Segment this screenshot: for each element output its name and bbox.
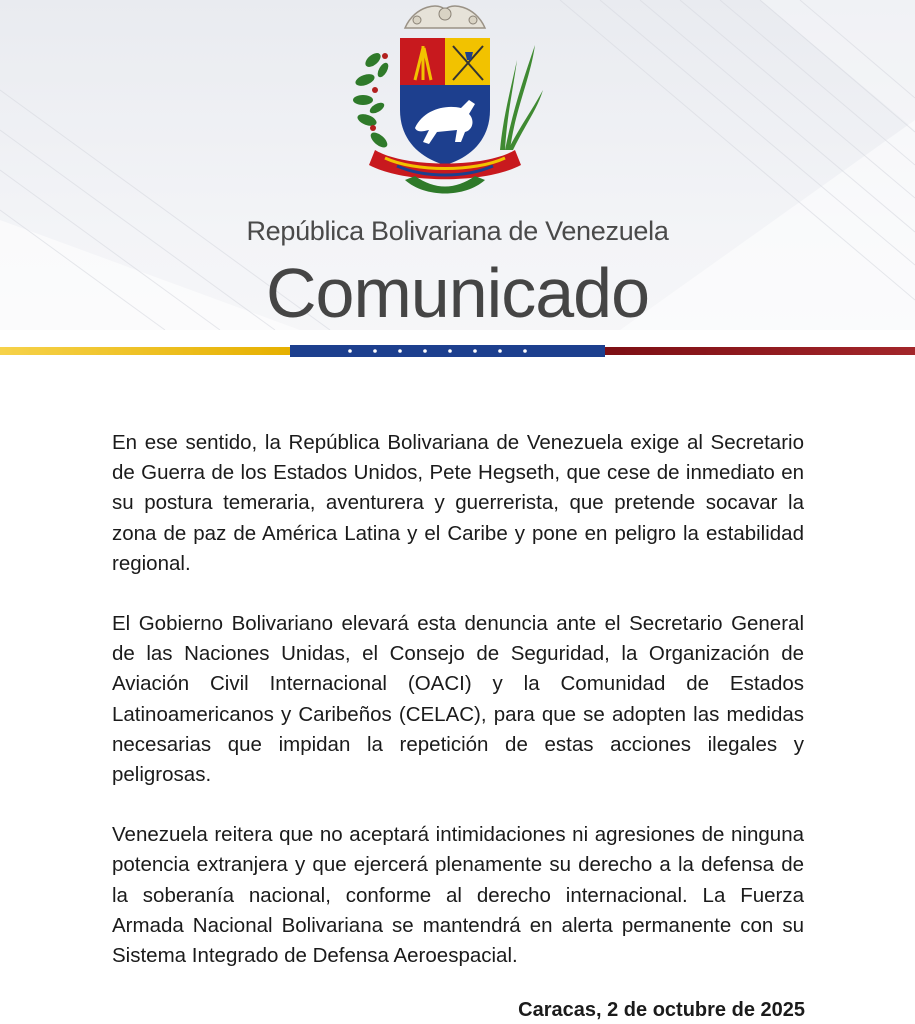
communique-body — [112, 428, 804, 1001]
document-title: Comunicado — [266, 254, 649, 332]
document-header — [0, 0, 915, 385]
paragraph: En ese sentido, la República Bolivariana de Venezuela exige al Secretario de Guerra de los Estados Unidos, Pete Hegseth, que cese de inmediato en su postura temeraria, aventurera y guerrerista, que pretende socavar la zona de paz de América Latina y el Caribe y pone en peligro la estabilidad regional. — [112, 431, 804, 575]
place-and-date: Caracas, 2 de octubre de 2025 — [518, 999, 805, 1021]
coat-of-arms-emblem — [345, 0, 545, 205]
paragraph: Venezuela reitera que no aceptará intimidaciones ni agresiones de ninguna potencia extranjera y que ejercerá plenamente su derecho a la defensa de la soberanía nacional, conforme al derecho internacional. La Fuerza Armada Nacional Bolivariana se mantendrá en alerta permanente con su Sistema Integrado de Defensa Aeroespacial. — [112, 823, 804, 968]
flag-color-bar — [0, 345, 915, 357]
paragraph: El Gobierno Bolivariano elevará esta denuncia ante el Secretario General de las Naciones Unidas, el Consejo de Seguridad, la Organización de Aviación Civil Internacional (OACI) y la Comunidad de Estados Latinoamericanos y Caribeños (CELAC), para que se adopten las medidas necesarias que impidan la repetición de estas acciones ilegales y peligrosas. — [112, 612, 804, 787]
country-name: República Bolivariana de Venezuela — [246, 216, 669, 246]
